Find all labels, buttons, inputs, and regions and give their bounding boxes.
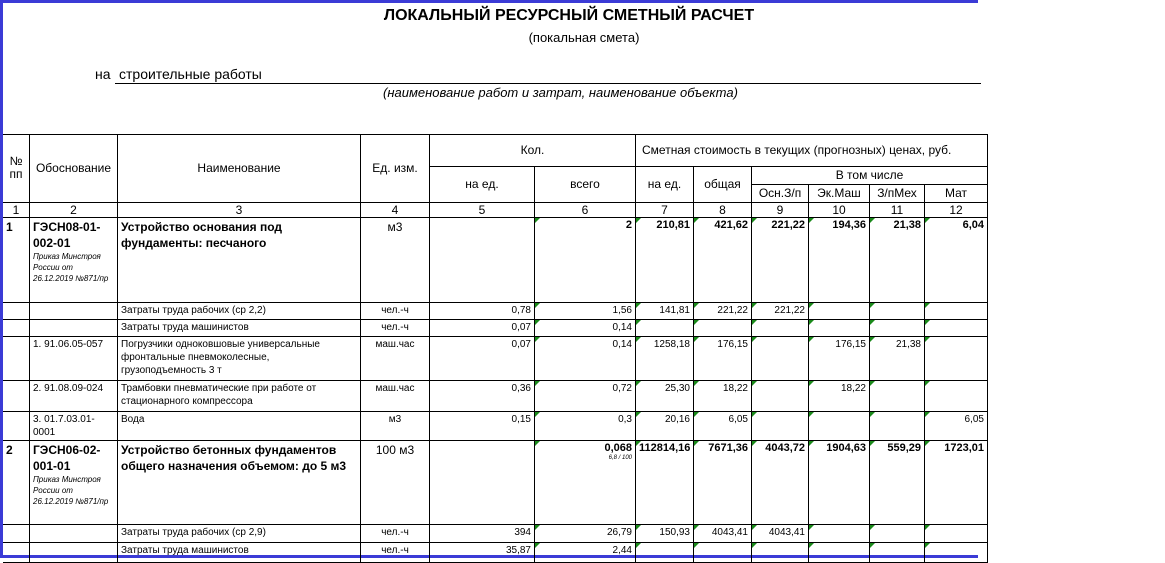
row-9-total: 2,44 bbox=[535, 543, 636, 563]
row-4-name: Погрузчики одноковшовые универсальные фронтальные пневмоколесные, грузоподъемность 3 т bbox=[118, 337, 361, 381]
row-5-basis: 2. 91.08.09-024 bbox=[30, 381, 118, 412]
col-number-8: 8 bbox=[694, 203, 752, 218]
row-5-cost-total: 18,22 bbox=[694, 381, 752, 412]
row-5-total: 0,72 bbox=[535, 381, 636, 412]
row-4-cost-per: 1258,18 bbox=[636, 337, 694, 381]
na-value: строительные работы bbox=[119, 66, 262, 82]
header-zlmeh: З/пМех bbox=[870, 185, 925, 203]
row-4-cost-total: 176,15 bbox=[694, 337, 752, 381]
row-8-mat bbox=[925, 525, 988, 543]
row-9-cost-per bbox=[636, 543, 694, 563]
row-9-unit: чел.-ч bbox=[361, 543, 430, 563]
row-5-name: Трамбовки пневматические при работе от стационарного компрессора bbox=[118, 381, 361, 412]
row-1-mat: 6,04 bbox=[925, 218, 988, 303]
row-4-basis: 1. 91.06.05-057 bbox=[30, 337, 118, 381]
header-unit: Ед. изм. bbox=[361, 134, 430, 203]
row-2-total: 1,56 bbox=[535, 303, 636, 320]
row-1-basis-note: Приказ Минстроя России от 26.12.2019 №871/пр bbox=[33, 252, 109, 283]
row-3-zlmeh bbox=[870, 320, 925, 337]
row-7-ekmash: 1904,63 bbox=[809, 441, 870, 525]
row-3-no bbox=[3, 320, 30, 337]
col-number-4: 4 bbox=[361, 203, 430, 218]
col-number-11: 11 bbox=[870, 203, 925, 218]
row-9-no bbox=[3, 543, 30, 563]
row-5-unit: маш.час bbox=[361, 381, 430, 412]
header-qty-per: на ед. bbox=[430, 167, 535, 203]
header-osn: Осн.З/п bbox=[752, 185, 809, 203]
header-basis: Обоснование bbox=[30, 134, 118, 203]
row-4-per: 0,07 bbox=[430, 337, 535, 381]
doc-subtitle: (покальная смета) bbox=[528, 30, 640, 45]
row-6-total: 0,3 bbox=[535, 412, 636, 441]
row-2-zlmeh bbox=[870, 303, 925, 320]
row-5-per: 0,36 bbox=[430, 381, 535, 412]
row-8-name: Затраты труда рабочих (ср 2,9) bbox=[118, 525, 361, 543]
row-5-osn bbox=[752, 381, 809, 412]
row-1-basis: ГЭСН08-01-002-01 Приказ Минстроя России от 26.12.2019 №871/пр bbox=[30, 218, 118, 303]
header-cost-total: общая bbox=[694, 167, 752, 203]
col-number-2: 2 bbox=[30, 203, 118, 218]
row-7-total: 0,068 6,8 / 100 bbox=[535, 441, 636, 525]
header-mat: Мат bbox=[925, 185, 988, 203]
row-4-zlmeh: 21,38 bbox=[870, 337, 925, 381]
row-7-cost-total: 7671,36 bbox=[694, 441, 752, 525]
row-6-zlmeh bbox=[870, 412, 925, 441]
header-incl: В том числе bbox=[752, 167, 988, 185]
row-3-cost-per bbox=[636, 320, 694, 337]
col-number-6: 6 bbox=[535, 203, 636, 218]
row-2-cost-total: 221,22 bbox=[694, 303, 752, 320]
row-3-mat bbox=[925, 320, 988, 337]
row-1-ekmash: 194,36 bbox=[809, 218, 870, 303]
row-9-per: 35,87 bbox=[430, 543, 535, 563]
row-6-per: 0,15 bbox=[430, 412, 535, 441]
row-3-name: Затраты труда машинистов bbox=[118, 320, 361, 337]
row-8-cost-total: 4043,41 bbox=[694, 525, 752, 543]
row-1-no: 1 bbox=[3, 218, 30, 303]
row-3-cost-total bbox=[694, 320, 752, 337]
row-3-osn bbox=[752, 320, 809, 337]
row-7-no: 2 bbox=[3, 441, 30, 525]
row-7-basis: ГЭСН06-02-001-01 Приказ Минстроя России от 26.12.2019 №871/пр bbox=[30, 441, 118, 525]
row-8-unit: чел.-ч bbox=[361, 525, 430, 543]
row-7-basis-note: Приказ Минстроя России от 26.12.2019 №871/пр bbox=[33, 475, 109, 506]
row-4-mat bbox=[925, 337, 988, 381]
row-8-osn: 4043,41 bbox=[752, 525, 809, 543]
row-6-basis: 3. 01.7.03.01-0001 bbox=[30, 412, 118, 441]
row-6-unit: м3 bbox=[361, 412, 430, 441]
row-2-mat bbox=[925, 303, 988, 320]
row-6-ekmash bbox=[809, 412, 870, 441]
row-1-cost-per: 210,81 bbox=[636, 218, 694, 303]
row-3-per: 0,07 bbox=[430, 320, 535, 337]
row-4-osn bbox=[752, 337, 809, 381]
row-2-name: Затраты труда рабочих (ср 2,2) bbox=[118, 303, 361, 320]
row-5-mat bbox=[925, 381, 988, 412]
row-1-total: 2 bbox=[535, 218, 636, 303]
row-9-name: Затраты труда машинистов bbox=[118, 543, 361, 563]
row-7-name: Устройство бетонных фундаментов общего назначения объемом: до 5 м3 bbox=[118, 441, 361, 525]
row-8-per: 394 bbox=[430, 525, 535, 543]
row-4-ekmash: 176,15 bbox=[809, 337, 870, 381]
row-8-basis bbox=[30, 525, 118, 543]
row-5-cost-per: 25,30 bbox=[636, 381, 694, 412]
doc-title: ЛОКАЛЬНЫЙ РЕСУРСНЫЙ СМЕТНЫЙ РАСЧЕТ bbox=[383, 7, 755, 24]
header-name: Наименование bbox=[118, 134, 361, 203]
row-3-basis bbox=[30, 320, 118, 337]
row-5-zlmeh bbox=[870, 381, 925, 412]
row-4-no bbox=[3, 337, 30, 381]
na-label: на bbox=[95, 66, 111, 82]
row-6-cost-total: 6,05 bbox=[694, 412, 752, 441]
row-6-osn bbox=[752, 412, 809, 441]
row-2-no bbox=[3, 303, 30, 320]
row-1-osn: 221,22 bbox=[752, 218, 809, 303]
header-cost: Сметная стоимость в текущих (прогнозных) ценах, руб. bbox=[636, 134, 988, 167]
row-9-zlmeh bbox=[870, 543, 925, 563]
col-number-5: 5 bbox=[430, 203, 535, 218]
row-9-cost-total bbox=[694, 543, 752, 563]
row-2-per: 0,78 bbox=[430, 303, 535, 320]
row-7-unit: 100 м3 bbox=[361, 441, 430, 525]
row-8-ekmash bbox=[809, 525, 870, 543]
col-number-9: 9 bbox=[752, 203, 809, 218]
row-8-cost-per: 150,93 bbox=[636, 525, 694, 543]
row-2-basis bbox=[30, 303, 118, 320]
row-9-osn bbox=[752, 543, 809, 563]
row-9-basis bbox=[30, 543, 118, 563]
row-7-total-note: 6,8 / 100 bbox=[608, 455, 632, 461]
header-ekmash: Эк.Маш bbox=[809, 185, 870, 203]
row-6-name: Вода bbox=[118, 412, 361, 441]
row-1-cost-total: 421,62 bbox=[694, 218, 752, 303]
row-7-per bbox=[430, 441, 535, 525]
row-9-ekmash bbox=[809, 543, 870, 563]
row-2-unit: чел.-ч bbox=[361, 303, 430, 320]
header-qty: Кол. bbox=[430, 134, 636, 167]
row-1-per bbox=[430, 218, 535, 303]
col-number-3: 3 bbox=[118, 203, 361, 218]
row-4-unit: маш.час bbox=[361, 337, 430, 381]
row-9-mat bbox=[925, 543, 988, 563]
row-5-no bbox=[3, 381, 30, 412]
row-1-unit: м3 bbox=[361, 218, 430, 303]
header-cost-per: на ед. bbox=[636, 167, 694, 203]
row-4-total: 0,14 bbox=[535, 337, 636, 381]
header-qty-total: всего bbox=[535, 167, 636, 203]
row-3-ekmash bbox=[809, 320, 870, 337]
row-6-cost-per: 20,16 bbox=[636, 412, 694, 441]
na-underline bbox=[115, 83, 981, 84]
row-7-mat: 1723,01 bbox=[925, 441, 988, 525]
row-8-total: 26,79 bbox=[535, 525, 636, 543]
row-8-zlmeh bbox=[870, 525, 925, 543]
row-1-name: Устройство основания под фундаменты: песчаного bbox=[118, 218, 361, 303]
row-7-osn: 4043,72 bbox=[752, 441, 809, 525]
col-number-12: 12 bbox=[925, 203, 988, 218]
col-number-10: 10 bbox=[809, 203, 870, 218]
col-number-1: 1 bbox=[3, 203, 30, 218]
row-2-cost-per: 141,81 bbox=[636, 303, 694, 320]
row-2-osn: 221,22 bbox=[752, 303, 809, 320]
header-no: № пп bbox=[3, 134, 30, 203]
col-number-7: 7 bbox=[636, 203, 694, 218]
row-5-ekmash: 18,22 bbox=[809, 381, 870, 412]
row-2-ekmash bbox=[809, 303, 870, 320]
row-3-total: 0,14 bbox=[535, 320, 636, 337]
na-note: (наименование работ и затрат, наименование объекта) bbox=[383, 85, 738, 100]
row-3-unit: чел.-ч bbox=[361, 320, 430, 337]
row-7-zlmeh: 559,29 bbox=[870, 441, 925, 525]
row-1-zlmeh: 21,38 bbox=[870, 218, 925, 303]
row-6-no bbox=[3, 412, 30, 441]
row-8-no bbox=[3, 525, 30, 543]
row-7-cost-per: 112814,16 bbox=[636, 441, 694, 525]
row-6-mat: 6,05 bbox=[925, 412, 988, 441]
